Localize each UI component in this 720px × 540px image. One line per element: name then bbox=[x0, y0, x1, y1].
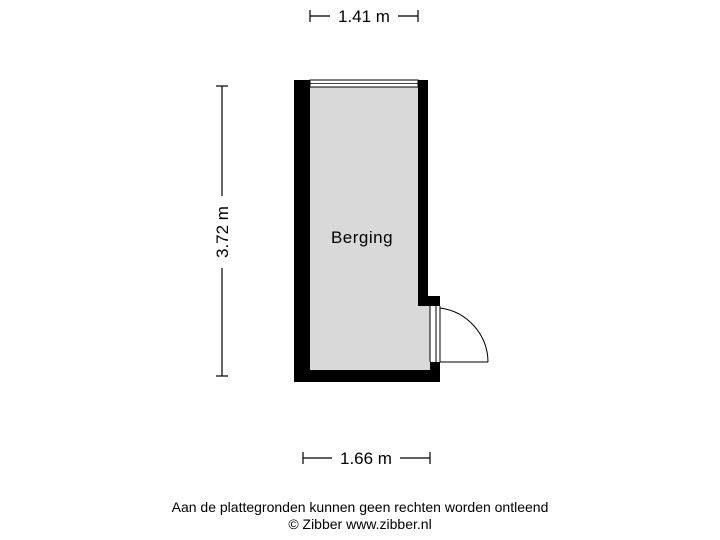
room-label-berging: Berging bbox=[330, 228, 394, 247]
dimension-bottom-label: 1.66 m bbox=[340, 449, 392, 468]
dimension-top bbox=[310, 7, 418, 26]
window-top bbox=[310, 80, 418, 87]
dimension-bottom bbox=[303, 449, 430, 468]
footer-copyright: © Zibber www.zibber.nl bbox=[288, 516, 432, 532]
footer-disclaimer: Aan de plattegronden kunnen geen rechten worden ontleend bbox=[171, 499, 549, 515]
dimension-left-label: 3.72 m bbox=[213, 206, 232, 258]
dimension-left bbox=[213, 86, 232, 376]
door-right bbox=[430, 306, 488, 362]
dimension-top-label: 1.41 m bbox=[338, 7, 390, 26]
